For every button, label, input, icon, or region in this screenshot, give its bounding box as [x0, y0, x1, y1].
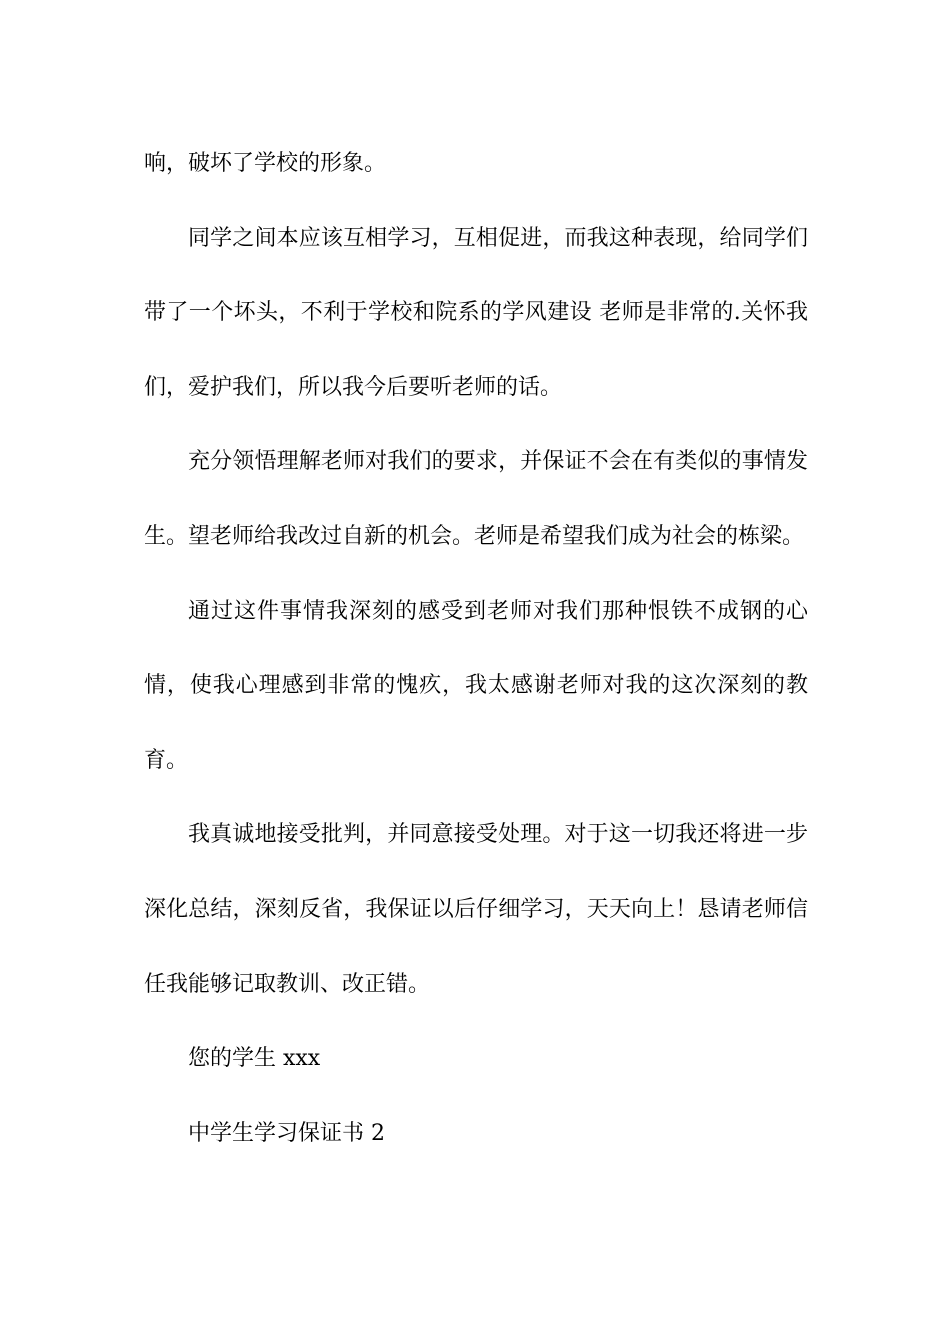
- paragraph-5: 我真诚地接受批判，并同意接受处理。对于这一切我还将进一步深化总结，深刻反省，我保证以后仔细学习，天天向上！恳请老师信任我能够记取教训、改正错。: [144, 822, 808, 997]
- paragraph-3: 充分领悟理解老师对我们的要求，并保证不会在有类似的事情发生。望老师给我改过自新的机会。老师是希望我们成为社会的栋梁。: [144, 449, 808, 549]
- signature-line: 您的学生 xxx: [188, 1046, 321, 1072]
- document-body: [144, 127, 808, 1171]
- section-heading: 中学生学习保证书 2: [188, 1120, 385, 1146]
- paragraph-4: 通过这件事情我深刻的感受到老师对我们那种恨铁不成钢的心情，使我心理感到非常的愧疚，我太感谢老师对我的这次深刻的教育。: [144, 598, 808, 773]
- paragraph-1: 响，破坏了学校的形象。: [144, 151, 387, 176]
- paragraph-2: 同学之间本应该互相学习，互相促进，而我这种表现，给同学们带了一个坏头，不利于学校和院系的学风建设 老师是非常的.关怀我们，爱护我们，所以我今后要听老师的话。: [144, 225, 808, 400]
